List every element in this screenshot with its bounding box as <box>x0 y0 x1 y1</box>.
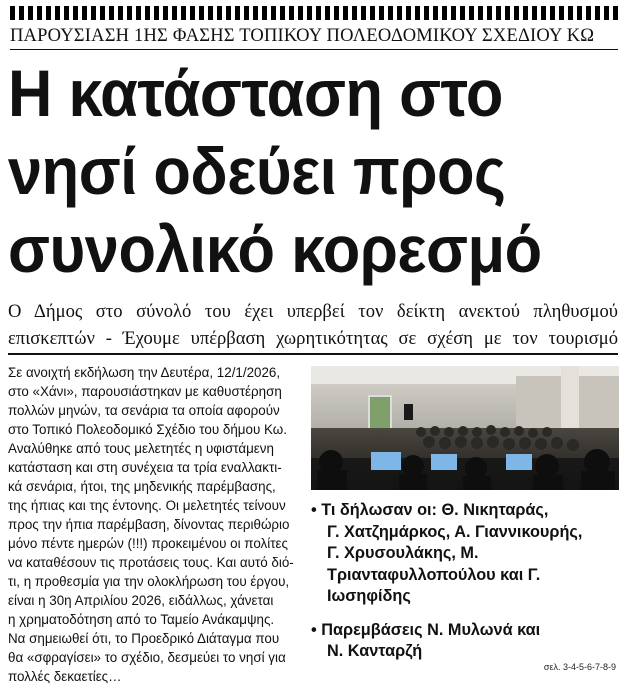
body-line: να καταθέσουν τις προτάσεις τους. Και αυτό διό- <box>8 555 294 570</box>
bullet-line: • Τι δήλωσαν οι: Θ. Νικηταράς, <box>311 501 549 519</box>
body-line: Σε ανοιχτή εκδήλωση την Δευτέρα, 12/1/2026, <box>8 365 281 380</box>
body-line: είναι η 30η Απριλίου 2026, ειδάλλως, χάνεται <box>8 593 274 608</box>
body-line: μόνο πέντε ημερών (!!!) προκειμένου οι πολίτες <box>8 536 288 551</box>
body-line: η χρηματοδότηση από το Ταμείο Ανάκαμψης. <box>8 612 275 627</box>
body-line: Να σημειωθεί ότι, το Προεδρικό Διάταγμα που <box>8 631 280 646</box>
headline-line: νησί οδεύει προς <box>8 134 506 208</box>
body-line: στο «Χάνι», παρουσιάστηκαν με καθυστέρηση <box>8 384 282 399</box>
event-photo-illustration <box>311 366 619 490</box>
bullet-line: Γ. Χατζημάρκος, Α. Γιαννικουρής, <box>327 522 583 541</box>
headline-line: Η κατάσταση στο <box>8 56 503 130</box>
bullet-line: Ν. Κανταρζή <box>327 642 423 660</box>
top-dashed-rule <box>10 6 618 20</box>
bullet-line: Ιωσηφίδης <box>327 587 411 605</box>
body-line: στο Τοπικό Πολεοδομικό Σχέδιο του δήμου Κω. <box>8 422 287 437</box>
body-line: θα «σφραγίσει» το σχέδιο, δεσμεύει το νησί για <box>8 650 286 665</box>
bullet-line: Γ. Χρυσουλάκης, Μ. <box>327 544 479 562</box>
body-line: τι, η προθεσμία για την ολοκλήρωση του έργου, <box>8 574 290 589</box>
bullet-line: • Παρεμβάσεις Ν. Μυλωνά και <box>311 620 541 639</box>
body-line: της ήπιας και της έντονης. Οι μελετητές τείνουν <box>8 498 286 513</box>
body-line: πολλών μηνών, τα σενάρια τα οποία αφορούν <box>8 403 280 418</box>
page-reference: σελ. 3-4-5-6-7-8-9 <box>543 662 616 672</box>
article-body <box>8 363 299 686</box>
body-line: πολλές δεκαετίες… <box>8 669 122 684</box>
bullet-item <box>311 500 619 608</box>
headline <box>8 54 620 288</box>
body-line: προς την ήπια παρέμβαση, δίνοντας περιθώριο <box>8 517 290 532</box>
related-items <box>311 500 619 675</box>
bullet-line: Τριανταφυλλοπούλου και Γ. <box>327 565 541 584</box>
body-line: κατάσταση και στη συνέχεια τα τρία εναλλακτι- <box>8 460 282 475</box>
bullet-item <box>311 620 619 663</box>
event-photo <box>311 366 619 490</box>
divider <box>8 353 618 355</box>
body-line: Αναλύθηκε από τους μελετητές η υφιστάμενη <box>8 441 274 456</box>
headline-line: συνολικό κορεσμό <box>8 212 542 286</box>
kicker: ΠΑΡΟΥΣΙΑΣΗ 1ΗΣ ΦΑΣΗΣ ΤΟΠΙΚΟΥ ΠΟΛΕΟΔΟΜΙΚΟΥ ΣΧΕΔΙΟΥ ΚΩ <box>10 25 618 50</box>
body-line: κά σενάρια, ήτοι, της μηδενικής παρέμβασης, <box>8 479 276 494</box>
subhead-line: Ο Δήμος στο σύνολό του έχει υπερβεί τον δείκτη ανεκτού πληθυσμού <box>8 301 618 322</box>
subhead-line: επισκεπτών - Έχουμε υπέρβαση χωρητικότητας σε σχέση με τον τουρισμό <box>8 328 618 349</box>
subhead <box>8 298 618 352</box>
